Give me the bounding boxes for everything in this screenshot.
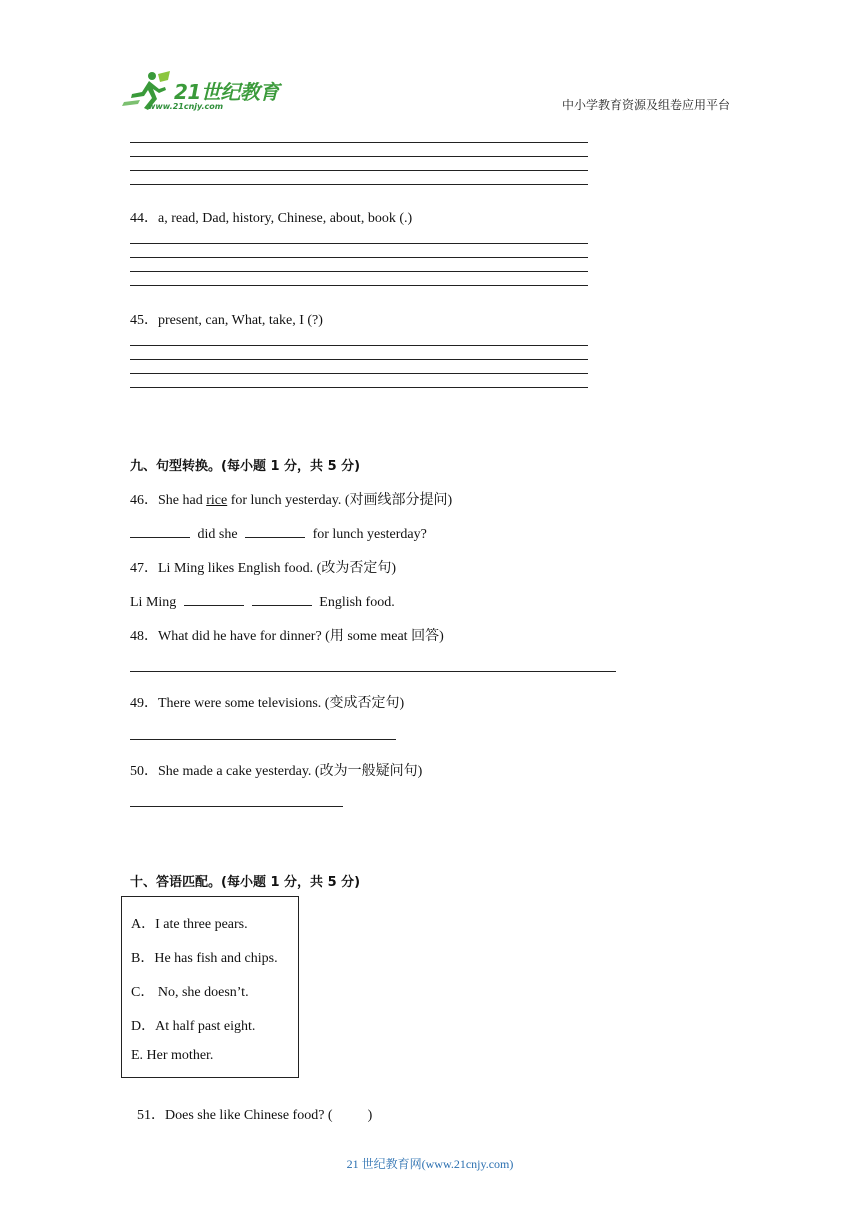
question-number: 45． bbox=[130, 313, 158, 328]
platform-tagline: 中小学教育资源及组卷应用平台 bbox=[561, 98, 730, 112]
question-51 bbox=[130, 1088, 372, 1124]
answer-text: English food. bbox=[315, 595, 395, 610]
fill-blank[interactable] bbox=[130, 523, 190, 538]
answer-text: Li Ming bbox=[130, 595, 180, 610]
section-title-10: 十、答语匹配。(每小题 1 分，共 5 分) bbox=[130, 875, 361, 890]
logo-text: 21世纪教育 bbox=[174, 80, 279, 104]
question-number: 49． bbox=[130, 696, 158, 711]
question-text: Li Ming likes English food. (改为否定句) bbox=[158, 561, 396, 576]
answer-text: for lunch yesterday? bbox=[309, 527, 427, 542]
question-text: present, can, What, take, I (?) bbox=[158, 313, 323, 328]
answer-text: did she bbox=[194, 527, 242, 542]
question-number: 48． bbox=[130, 629, 158, 644]
option-b: B．He has fish and chips. bbox=[131, 951, 278, 966]
question-text: She had bbox=[158, 493, 207, 508]
site-logo bbox=[122, 70, 292, 118]
answer-line-49[interactable] bbox=[130, 739, 396, 740]
underlined-word: rice bbox=[206, 493, 228, 508]
options-box bbox=[121, 896, 299, 1078]
question-text: What did he have for dinner? (用 some meat 回答) bbox=[158, 629, 444, 644]
question-number: 44． bbox=[130, 211, 158, 226]
answer-line-48[interactable] bbox=[130, 671, 616, 672]
question-text: Does she like Chinese food? ( ) bbox=[165, 1108, 373, 1123]
option-a: A．I ate three pears. bbox=[131, 917, 248, 932]
option-c: C． No, she doesn’t. bbox=[131, 985, 249, 1000]
question-47 bbox=[130, 557, 396, 577]
fill-blank[interactable] bbox=[252, 591, 312, 606]
question-49 bbox=[130, 692, 404, 712]
question-text: a, read, Dad, history, Chinese, about, book (.) bbox=[158, 211, 413, 226]
question-number: 47． bbox=[130, 561, 158, 576]
question-number: 46． bbox=[130, 493, 158, 508]
fill-blank[interactable] bbox=[245, 523, 305, 538]
question-44 bbox=[130, 207, 412, 227]
section-title-9: 九、句型转换。(每小题 1 分，共 5 分) bbox=[130, 459, 361, 474]
answer-47 bbox=[130, 591, 395, 611]
logo-url: www.21cnjy.com bbox=[148, 102, 224, 111]
question-number: 51． bbox=[137, 1108, 165, 1123]
option-e: E. Her mother. bbox=[131, 1048, 214, 1063]
fill-blank[interactable] bbox=[184, 591, 244, 606]
question-45 bbox=[130, 309, 323, 329]
question-48 bbox=[130, 625, 444, 645]
question-46 bbox=[130, 489, 452, 509]
question-text: There were some televisions. (变成否定句) bbox=[158, 696, 405, 711]
question-text: for lunch yesterday. (对画线部分提问) bbox=[227, 493, 453, 508]
option-d: D．At half past eight. bbox=[131, 1019, 256, 1034]
answer-line-50[interactable] bbox=[130, 806, 343, 807]
question-50 bbox=[130, 760, 422, 780]
question-number: 50． bbox=[130, 764, 158, 779]
answer-46 bbox=[130, 523, 427, 543]
question-text: She made a cake yesterday. (改为一般疑问句) bbox=[158, 764, 423, 779]
footer-link[interactable]: 21 世纪教育网(www.21cnjy.com) bbox=[346, 1157, 514, 1171]
